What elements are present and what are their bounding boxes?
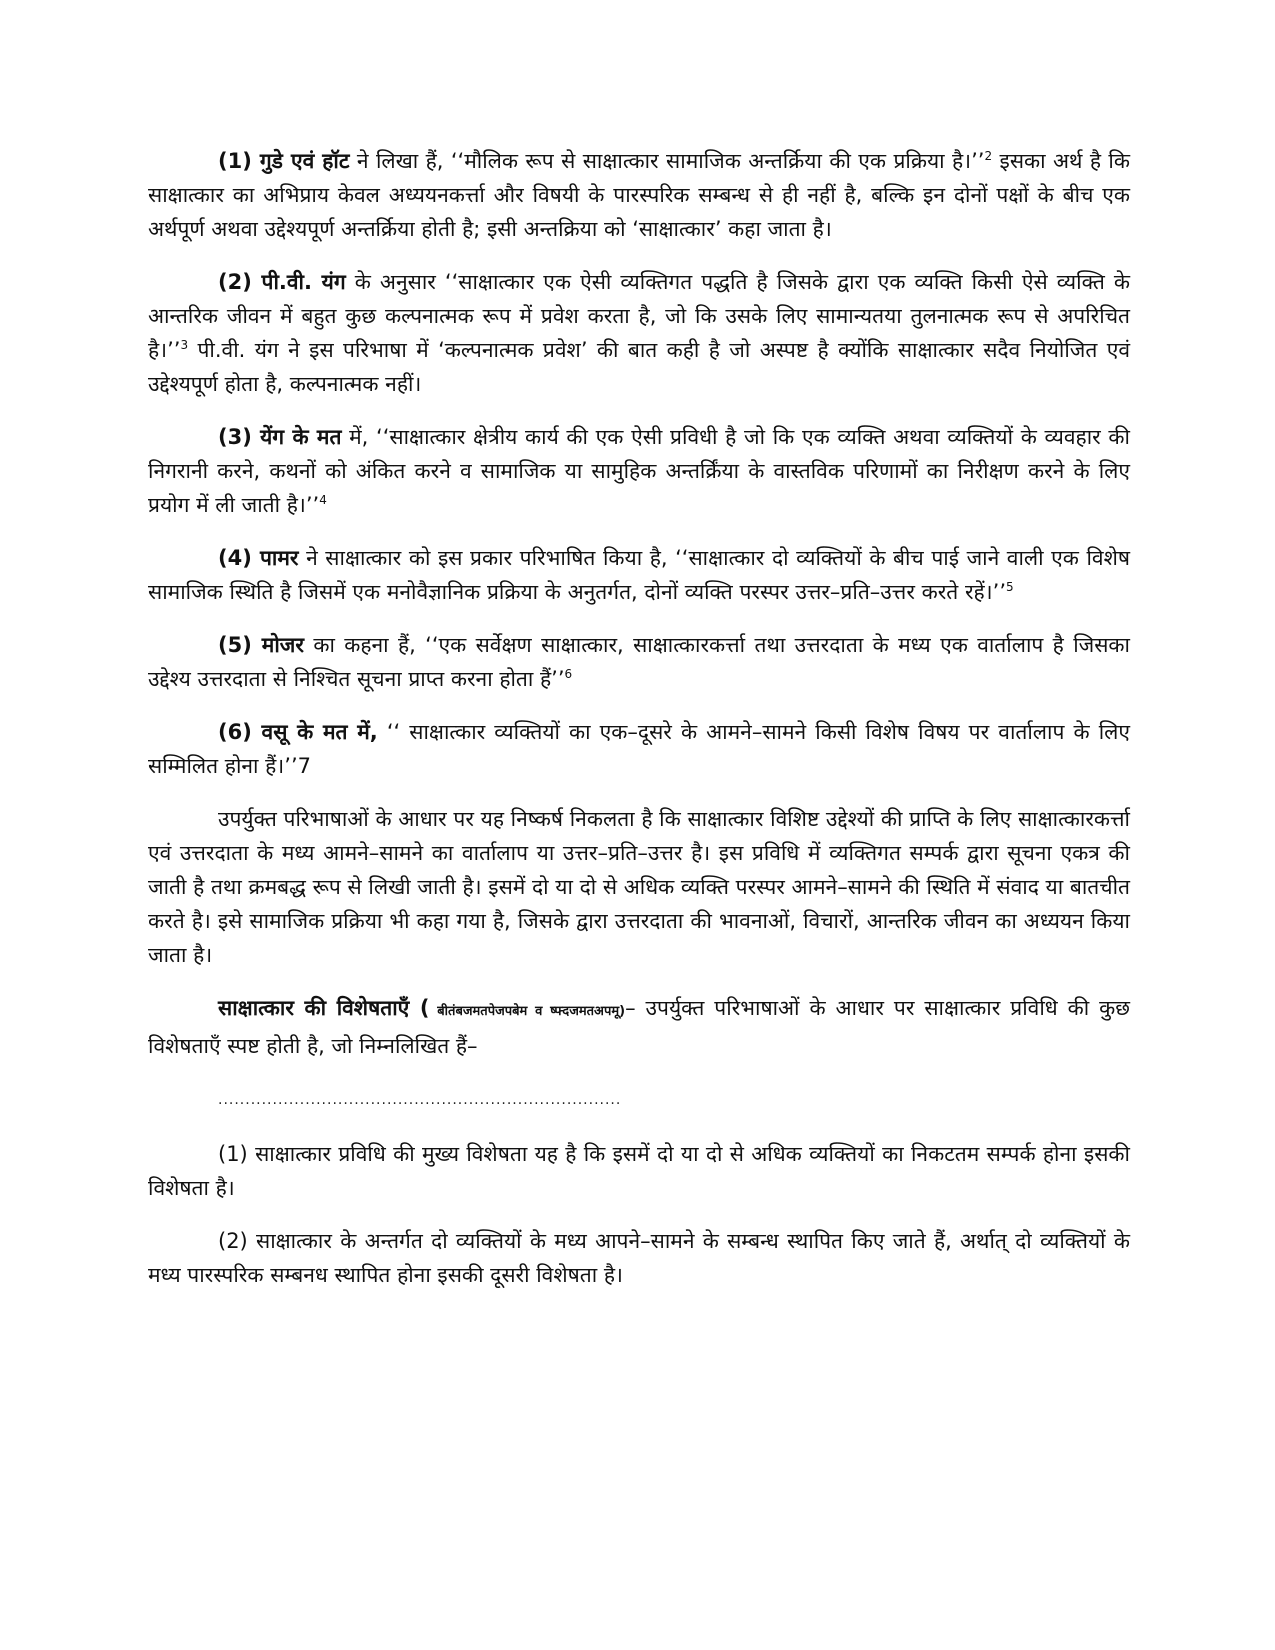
footnote-ref: 4 [319,493,327,507]
definition-text: ने लिखा हैं, ‘‘मौलिक रूप से साक्षात्कार सामाजिक अन्तर्क्रिया की एक प्रक्रिया है।’’ [349,149,985,173]
feature-item-1: (1) साक्षात्कार प्रविधि की मुख्य विशेषता यह है कि इसमें दो या दो से अधिक व्यक्तियों का निकटतम सम्पर्क होना इसकी विशेषता है। [148,1142,1130,1200]
definition-commentary: पी.वी. यंग ने इस परिभाषा में ‘कल्पनात्मक प्रवेश’ की बात कही है जो अस्पष्ट है क्योंकि साक्षात्कार सदैव नियोजित एवं उद्देश्यपूर्ण होता है, कल्पनात्मक नहीं। [148,338,1130,396]
definition-text: के अनुसार ‘‘साक्षात्कार एक ऐसी व्यक्तिगत पद्धति है जिसके द्वारा एक व्यक्ति किसी ऐसे व्यक्ति के आन्तरिक जीवन में बहुत कुछ कल्पनात्मक रूप में प्रवेश करता है, जो कि उसके लिए सामान्यतया तुलनात्मक रूप से अपरिचित है।’’ [148,270,1130,362]
document-page [148,144,1130,1311]
features-heading-paragraph [148,991,1130,1063]
feature-item-2: (2) साक्षात्कार के अन्तर्गत दो व्यक्तियों के मध्य आपने–सामने के सम्बन्ध स्थापित किए जाते हैं, अर्थात् दो व्यक्तियों के मध्य पारस्परिक सम्बनध स्थापित होना इसकी दूसरी विशेषता है। [148,1229,1130,1287]
features-heading: साक्षात्कार की विशेषताएँ [218,996,410,1020]
definition-paragraph-5 [148,628,1130,696]
definition-paragraph-4 [148,541,1130,609]
definition-author: (2) पी.वी. यंग [218,270,346,294]
conclusion-paragraph: उपर्युक्त परिभाषाओं के आधार पर यह निष्कर्ष निकलता है कि साक्षात्कार विशिष्ट उद्देश्यों की प्राप्ति के लिए साक्षात्कारकर्त्ता एवं उत्तरदाता के मध्य आमने–सामने का वार्तालाप या उत्तर–प्रति–उत्तर है। इस प्रविधि में व्यक्तिगत सम्पर्क द्वारा सूचना एकत्र की जाती है तथा क्रमबद्ध रूप से लिखी जाती है। इसमें दो या दो से अधिक व्यक्ति परस्पर आमने–सामने की स्थिति में संवाद या बातचीत करते है। इसे सामाजिक प्रक्रिया भी कहा गया है, जिसके द्वारा उत्तरदाता की भावनाओं, विचारों, आन्तरिक जीवन का अध्ययन किया जाता है। [148,807,1130,967]
definition-text: ने साक्षात्कार को इस प्रकार परिभाषित किया है, ‘‘साक्षात्कार दो व्यक्तियों के बीच पाई जाने वाली एक विशेष सामाजिक स्थिति है जिसमें एक मनोवैज्ञानिक प्रक्रिया के अनुतर्गत, दोनों व्यक्ति परस्पर उत्तर–प्रति–उत्तर करते रहें।’’ [148,546,1130,604]
definition-paragraph-3 [148,420,1130,522]
definition-text: का कहना हैं, ‘‘एक सर्वेक्षण साक्षात्कार, साक्षात्कारकर्त्ता तथा उत्तरदाता के मध्य एक वार्तालाप है जिसका उद्देश्य उत्तरदाता से निश्चित सूचना प्राप्त करना होता हैं’’ [148,633,1130,691]
features-heading-garbled-text: बीतंबजमतपेजपबेम व ष्फ्दजमतअपमू) [429,1004,626,1019]
definition-text: ‘‘ साक्षात्कार व्यक्तियों का एक–दूसरे के आमने–सामने किसी विशेष विषय पर वार्तालाप के लिए सम्मिलित होना हैं।’’7 [148,720,1130,778]
dotted-separator: .......................................................................... [218,1092,622,1108]
definition-author: (3) येंग के मत [218,425,342,449]
footnote-ref: 5 [1006,580,1014,594]
definition-paragraph-2 [148,265,1130,401]
definition-author: (6) वसू के मत में, [218,720,378,744]
definition-author: (5) मोजर [218,633,304,657]
definition-commentary: इसका अर्थ है कि साक्षात्कार का अभिप्राय केवल अध्ययनकर्त्ता और विषयी के पारस्परिक सम्बन्ध से ही नहीं है, बल्कि इन दोनों पक्षों के बीच एक अर्थपूर्ण अथवा उद्देश्यपूर्ण अन्तर्क्रिया होती है; इसी अन्तक्रिया को ‘साक्षात्कार’ कहा जाता है। [148,149,1130,241]
features-heading-paren: ( [409,996,430,1020]
footnote-ref: 2 [984,149,993,163]
definition-paragraph-1 [148,144,1130,246]
footnote-ref: 6 [564,667,573,681]
definition-text: में, ‘‘साक्षात्कार क्षेत्रीय कार्य की एक ऐसी प्रविधी है जो कि एक व्यक्ति अथवा व्यक्तियों के व्यवहार की निगरानी करने, कथनों को अंकित करने व सामाजिक या सामुहिक अन्तर्क्रिंया के वास्तविक परिणामों का निरीक्षण करने के लिए प्रयोग में ली जाती है।’’ [148,425,1130,517]
definition-author: (1) गुडे एवं हॉट [218,149,350,173]
definition-paragraph-6 [148,715,1130,783]
features-heading-rest: – उपर्युक्त परिभाषाओं के आधार पर साक्षात्कार प्रविधि की कुछ विशेषताएँ स्पष्ट होती है, जो निम्नलिखित हैं– [148,996,1130,1058]
footnote-ref: 3 [180,338,189,352]
definition-author: (4) पामर [218,546,299,570]
